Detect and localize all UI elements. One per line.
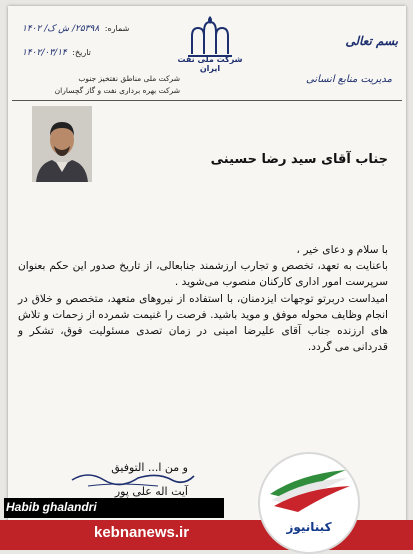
flag-swoosh-icon (260, 460, 358, 520)
department-note: مدیریت منابع انسانی (305, 74, 392, 85)
addressee: جناب آقای سید رضا حسینی (210, 152, 388, 167)
photographer-credit: Habib ghalandri (6, 500, 97, 514)
closing-phrase: و من ا... التوفیق (111, 461, 188, 474)
company-name: شرکت ملی نفت ایران (177, 55, 243, 73)
sub-company-1: شرکت ملی مناطق نفتخیز جنوب (78, 74, 180, 83)
signer-name: آیت اله علی پور (114, 485, 188, 498)
header-divider (12, 100, 402, 101)
appointment-paragraph: باعنایت به تعهد، تخصص و تجارب ارزشمند جنابعالی، از تاریخ صدور این حکم بعنوان سرپرست امور اداری کارکنان منصوب می‌شوید . (18, 260, 388, 289)
nioc-logo (184, 14, 236, 60)
portrait-photo (32, 106, 92, 182)
letter-number (22, 24, 129, 34)
bismillah-heading: بسم تعالی (345, 34, 398, 48)
letter-number-label: شماره: (104, 24, 130, 33)
letter-date (22, 48, 91, 58)
kebnanews-badge (258, 452, 360, 554)
sub-company-2: شرکت بهره برداری نفت و گاز گچساران (54, 86, 180, 95)
letter-number-value: ۲۵۳۹۸/ ش ک/ ۱۴۰۲ (22, 24, 100, 34)
letter-date-label: تاریخ: (72, 48, 91, 57)
letter-body (18, 242, 388, 355)
badge-label: کبنانیوز (286, 520, 332, 534)
letter-date-value: ۱۴۰۲/۰۳/۱۴ (22, 48, 67, 58)
greeting: با سلام و دعای خیر ، (296, 244, 388, 256)
site-url[interactable]: kebnanews.ir (94, 524, 190, 541)
wishes-paragraph: امیداست دربرتو توجهات ایزدمنان، با استفاده از نیروهای متعهد، متخصص و خلاق در انجام وظایف محوله موفق و موید باشید. فرصت را غنیمت شمرده از زحمات و تلاش های ارزنده جناب آقای علیرضا امینی در زمان تصدی مسئولیت فوق، تشکر و قدردانی می گردد. (18, 292, 388, 354)
